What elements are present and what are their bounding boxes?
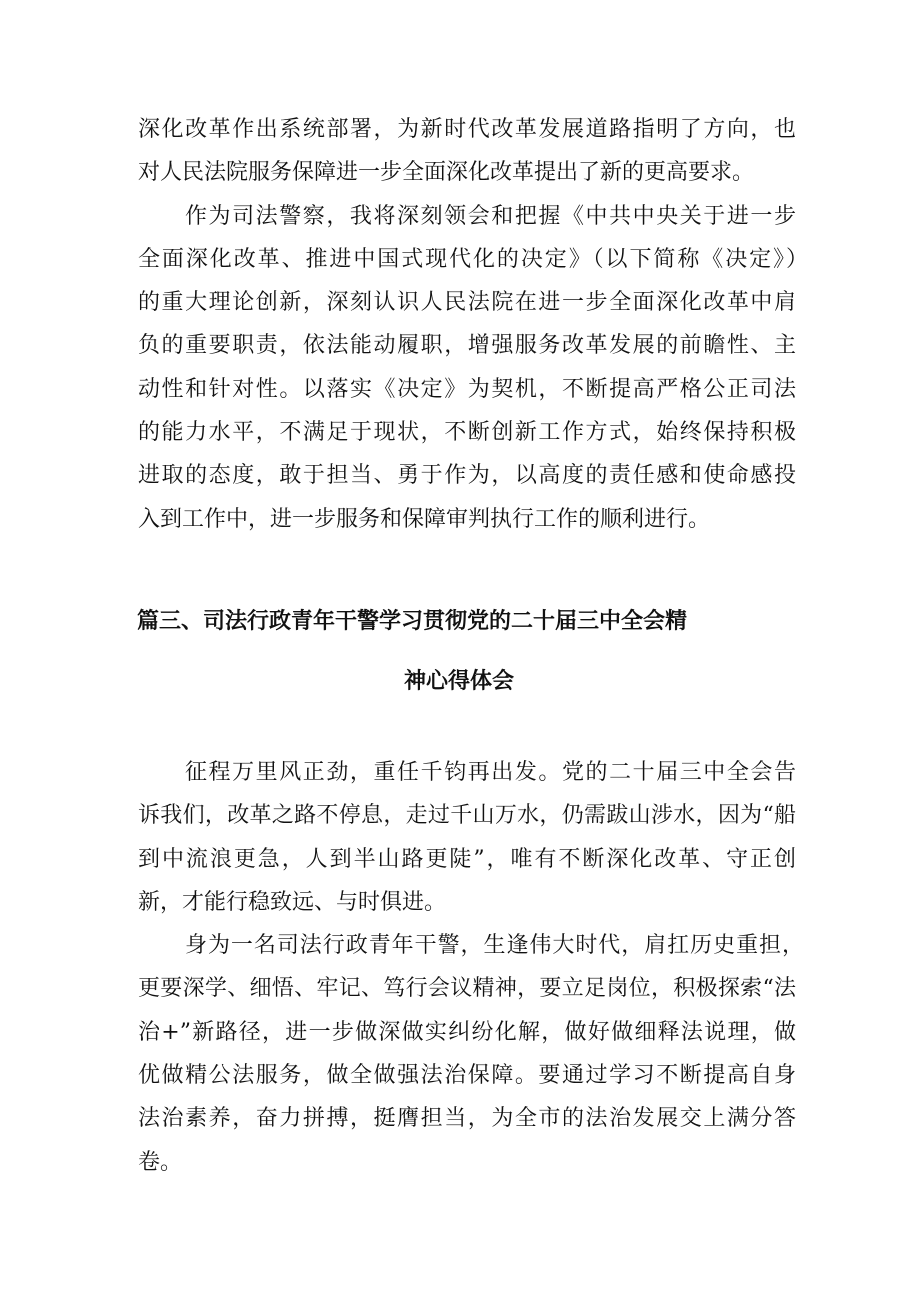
paragraph-line: 入到工作中，进一步服务和保障审判执行工作的顺利进行。 (138, 506, 711, 532)
paragraph-group-a (138, 108, 808, 541)
section-heading-line-1: 篇三、司法行政青年干警学习贯彻党的二十届三中全会精 (137, 609, 688, 634)
paragraph-line: 对人民法院服务保障进一步全面深化改革提出了新的更高要求。 (138, 160, 755, 186)
paragraph-line: 更要深学、细悟、牢记、笃行会议精神，要立足岗位，积极探索“法 (138, 976, 796, 1002)
paragraph-line: 全面深化改革、推进中国式现代化的决定》（以下简称《决定》） (138, 246, 808, 272)
paragraph-line: 征程万里风正劲，重任千钧再出发。党的二十届三中全会告 (185, 760, 796, 785)
paragraph-line: 深化改革作出系统部署，为新时代改革发展道路指明了方向，也 (138, 117, 796, 142)
paragraph-line: 优做精公法服务，做全做强法治保障。要通过学习不断提高自身 (138, 1063, 796, 1089)
paragraph-line: 的重大理论创新，深刻认识人民法院在进一步全面深化改革中肩 (138, 290, 796, 316)
section-heading-line-2: 神心得体会 (404, 669, 515, 694)
paragraph-line: 作为司法警察，我将深刻领会和把握《中共中央关于进一步 (185, 203, 796, 229)
paragraph-line: 负的重要职责，依法能动履职，增强服务改革发展的前瞻性、主 (138, 333, 796, 359)
paragraph-line: 身为一名司法行政青年干警，生逢伟大时代，肩扛历史重担， (185, 933, 804, 959)
paragraph-line: 到中流浪更急，人到半山路更陡”，唯有不断深化改革、守正创 (138, 846, 796, 872)
paragraph-line: 诉我们，改革之路不停息，走过千山万水，仍需跋山涉水，因为“船 (138, 803, 796, 829)
paragraph-line: 卷。 (138, 1149, 183, 1175)
paragraph-line: 治+”新路径，进一步做深做实纠纷化解，做好做细释法说理，做 (138, 1019, 796, 1045)
paragraph-line: 进取的态度，敢于担当、勇于作为，以高度的责任感和使命感投 (138, 463, 796, 489)
paragraph-line: 法治素养，奋力拼搏，挺膺担当，为全市的法治发展交上满分答 (138, 1106, 796, 1132)
paragraph-line: 新，才能行稳致远、与时俱进。 (138, 889, 447, 915)
paragraph-line: 的能力水平，不满足于现状，不断创新工作方式，始终保持积极 (138, 420, 796, 446)
paragraph-line: 动性和针对性。以落实《决定》为契机，不断提高严格公正司法 (138, 376, 796, 402)
paragraph-group-b (138, 751, 804, 1184)
